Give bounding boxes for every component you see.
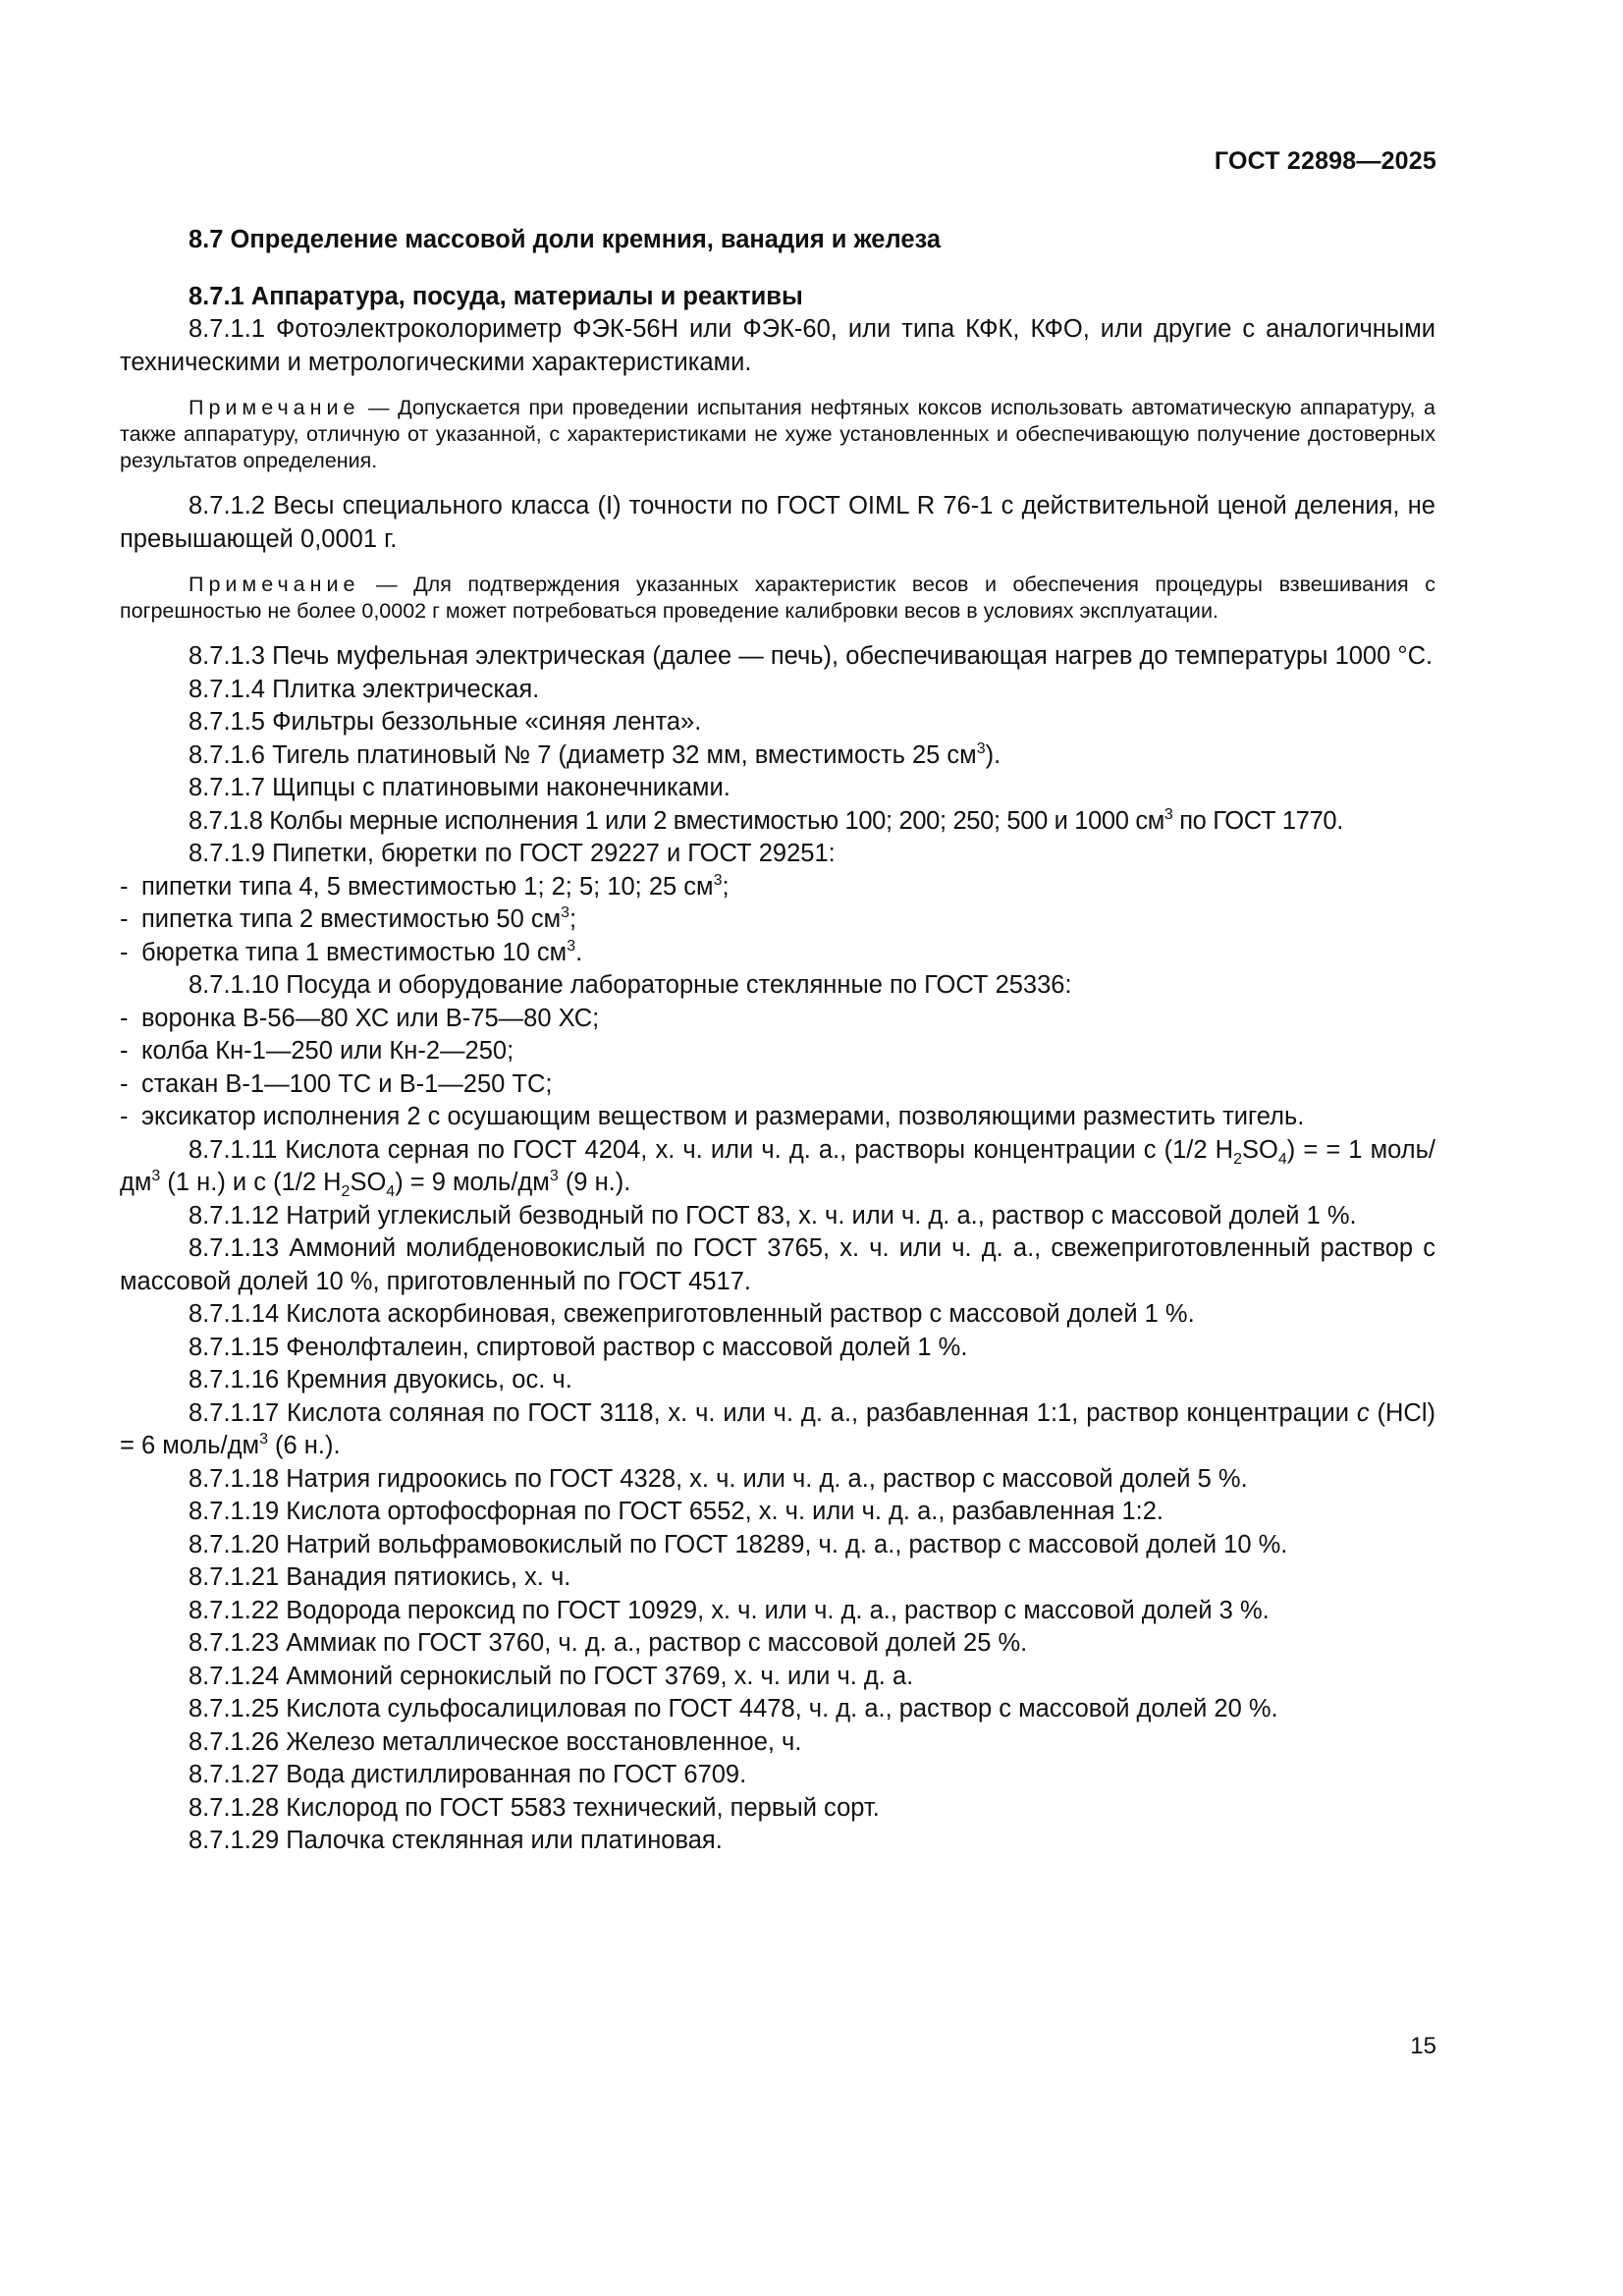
item-8-7-1-12: 8.7.1.12 Натрий углекислый безводный по ГОСТ 83, х. ч. или ч. д. а., раствор с массовой долей 1 %. <box>189 1201 1357 1230</box>
note-label: Примечание <box>189 396 360 419</box>
section-title: 8.7 Определение массовой доли кремния, ванадия и железа <box>189 226 942 253</box>
item-8-7-1-7: 8.7.1.7 Щипцы с платиновыми наконечниками. <box>189 774 730 801</box>
text: пипетки типа 4, 5 вместимостью 1; 2; 5; 10; 25 см <box>141 872 714 901</box>
item-8-7-1-13: 8.7.1.13 Аммоний молибденовокислый по ГОСТ 3765, х. ч. или ч. д. а., свежеприготовленный раствор с массовой долей 10 %, приготовленный по ГОСТ 4517. <box>120 1234 1435 1295</box>
text: 8.7.1.6 Тигель платиновый № 7 (диаметр 32 мм, вместимость 25 см <box>189 740 977 769</box>
item-8-7-1-27: 8.7.1.27 Вода дистиллированная по ГОСТ 6709. <box>189 1761 747 1788</box>
page-body <box>120 224 1435 1858</box>
list-item <box>120 1068 1435 1102</box>
dash-marker: - <box>120 1103 129 1130</box>
text: эксикатор исполнения 2 с осушающим веществом и размерами, позволяющими разместить тигель. <box>141 1103 1305 1130</box>
item-8-7-1-2: 8.7.1.2 Весы специального класса (I) точности по ГОСТ OIML R 76-1 с действительной ценой деления, не превышающей 0,0001 г. <box>120 492 1435 553</box>
text: 8.7.1.8 Колбы мерные исполнения 1 или 2 вместимостью 100; 200; 250; 500 и 1000 см <box>189 806 1164 835</box>
dash-marker: - <box>120 905 129 933</box>
item-8-7-1-22: 8.7.1.22 Водорода пероксид по ГОСТ 10929, х. ч. или ч. д. а., раствор с массовой долей 3 %. <box>189 1596 1270 1624</box>
document-code: ГОСТ 22898—2025 <box>1214 147 1436 175</box>
superscript: 3 <box>976 739 986 757</box>
item-8-7-1-9: 8.7.1.9 Пипетки, бюретки по ГОСТ 29227 и ГОСТ 29251: <box>189 840 836 867</box>
superscript: 3 <box>1163 805 1173 823</box>
superscript: 3 <box>713 871 723 889</box>
note-text: — Для подтверждения указанных характеристик весов и обеспечения процедуры взвешивания с погрешностью не более 0,0002 г может потребоваться проведение калибровки весов в условиях эксплуатации. <box>120 573 1435 623</box>
superscript: 3 <box>151 1168 161 1184</box>
text: 8.7.1.11 Кислота серная по ГОСТ 4204, х. ч. или ч. д. а., растворы концентрации с (1/2 H <box>189 1135 1234 1164</box>
item-8-7-1-4: 8.7.1.4 Плитка электрическая. <box>189 675 540 703</box>
item-8-7-1-10: 8.7.1.10 Посуда и оборудование лабораторные стеклянные по ГОСТ 25336: <box>189 971 1072 999</box>
item-8-7-1-19: 8.7.1.19 Кислота ортофосфорная по ГОСТ 6552, х. ч. или ч. д. а., разбавленная 1:2. <box>189 1498 1163 1525</box>
item-8-7-1-8 <box>120 805 1435 839</box>
superscript: 3 <box>259 1431 268 1448</box>
subscript: 4 <box>386 1183 396 1200</box>
dash-marker: - <box>120 1069 129 1098</box>
text: по ГОСТ 1770. <box>1172 806 1343 835</box>
text: SO <box>1241 1135 1278 1164</box>
list-item <box>120 937 1435 970</box>
note-text: — Допускается при проведении испытания нефтяных коксов использовать автоматическую аппаратуру, а также аппаратуру, отличную от указанной, с характеристиками не хуже установленных и обеспечивающую получение достоверных результатов определения. <box>120 396 1435 472</box>
subsection-title: 8.7.1 Аппаратура, посуда, материалы и реактивы <box>189 282 803 310</box>
item-8-7-1-16: 8.7.1.16 Кремния двуокись, ос. ч. <box>189 1366 572 1394</box>
item-8-7-1-26: 8.7.1.26 Железо металлическое восстановленное, ч. <box>189 1727 802 1756</box>
item-8-7-1-15: 8.7.1.15 Фенолфталеин, спиртовой раствор с массовой долей 1 %. <box>189 1333 968 1361</box>
dash-marker: - <box>120 938 129 966</box>
item-8-7-1-23: 8.7.1.23 Аммиак по ГОСТ 3760, ч. д. а., раствор с массовой долей 25 %. <box>189 1629 1028 1657</box>
item-8-7-1-3: 8.7.1.3 Печь муфельная электрическая (далее — печь), обеспечивающая нагрев до температуры 1000 °С. <box>189 642 1434 670</box>
text: . <box>575 938 583 966</box>
list-item <box>120 871 1435 904</box>
superscript: 3 <box>567 937 576 955</box>
text: воронка В-56—80 ХС или В-75—80 ХС; <box>141 1004 600 1032</box>
item-8-7-1-24: 8.7.1.24 Аммоний сернокислый по ГОСТ 3769, х. ч. или ч. д. а. <box>189 1662 914 1690</box>
item-8-7-1-11 <box>120 1134 1435 1200</box>
item-8-7-1-29: 8.7.1.29 Палочка стеклянная или платиновая. <box>189 1827 723 1854</box>
item-8-7-1-28: 8.7.1.28 Кислород по ГОСТ 5583 технический, первый сорт. <box>189 1793 880 1822</box>
item-8-7-1-1: 8.7.1.1 Фотоэлектроколориметр ФЭК-56Н или ФЭК-60, или типа КФК, КФО, или другие с аналогичными техническими и метрологическими характеристиками. <box>120 315 1435 376</box>
dash-marker: - <box>120 1004 129 1032</box>
superscript: 3 <box>549 1168 559 1184</box>
text: стакан В-1—100 ТС и В-1—250 ТС; <box>141 1069 553 1098</box>
text: (HCl) = 6 моль/дм <box>120 1398 1435 1459</box>
dash-marker: - <box>120 872 129 901</box>
list-item <box>120 1003 1435 1036</box>
item-8-7-1-14: 8.7.1.14 Кислота аскорбиновая, свежеприготовленный раствор с массовой долей 1 %. <box>189 1300 1195 1328</box>
subscript: 4 <box>1277 1150 1287 1168</box>
text: ) = 9 моль/дм <box>395 1169 550 1196</box>
item-8-7-1-21: 8.7.1.21 Ванадия пятиокись, х. ч. <box>189 1563 571 1591</box>
superscript: 3 <box>561 904 570 921</box>
note-1 <box>120 395 1435 474</box>
text: (6 н.). <box>267 1432 341 1459</box>
dash-marker: - <box>120 1037 129 1065</box>
page-number: 15 <box>1410 2033 1436 2059</box>
text: ; <box>722 872 730 901</box>
text: колба Кн-1—250 или Кн-2—250; <box>141 1037 514 1065</box>
item-8-7-1-17 <box>120 1397 1435 1463</box>
text: SO <box>350 1169 387 1196</box>
italic-symbol: с <box>1356 1398 1370 1427</box>
item-8-7-1-20: 8.7.1.20 Натрий вольфрамовокислый по ГОСТ 18289, ч. д. а., раствор с массовой долей 10 %. <box>189 1530 1288 1558</box>
text: (9 н.). <box>558 1169 631 1196</box>
item-8-7-1-5: 8.7.1.5 Фильтры беззольные «синяя лента». <box>189 708 702 736</box>
text: бюретка типа 1 вместимостью 10 см <box>141 938 568 966</box>
list-item <box>120 1035 1435 1068</box>
item-8-7-1-25: 8.7.1.25 Кислота сульфосалициловая по ГОСТ 4478, ч. д. а., раствор с массовой долей 20 %. <box>189 1695 1278 1722</box>
text: ). <box>985 740 1001 769</box>
subscript: 2 <box>1233 1150 1242 1168</box>
text: пипетка типа 2 вместимостью 50 см <box>141 905 562 933</box>
note-label: Примечание <box>189 573 360 596</box>
item-8-7-1-6 <box>120 739 1435 773</box>
text: ) = = 1 моль/дм <box>120 1135 1436 1196</box>
item-8-7-1-18: 8.7.1.18 Натрия гидроокись по ГОСТ 4328, х. ч. или ч. д. а., раствор с массовой долей 5 %. <box>189 1464 1248 1493</box>
text: (1 н.) и с (1/2 H <box>160 1169 342 1196</box>
note-2 <box>120 572 1435 625</box>
subscript: 2 <box>341 1183 351 1200</box>
list-item <box>120 903 1435 937</box>
text: ; <box>569 905 577 933</box>
text: 8.7.1.17 Кислота соляная по ГОСТ 3118, х. ч. или ч. д. а., разбавленная 1:1, раствор концентрации <box>189 1398 1357 1427</box>
list-item <box>120 1101 1435 1134</box>
